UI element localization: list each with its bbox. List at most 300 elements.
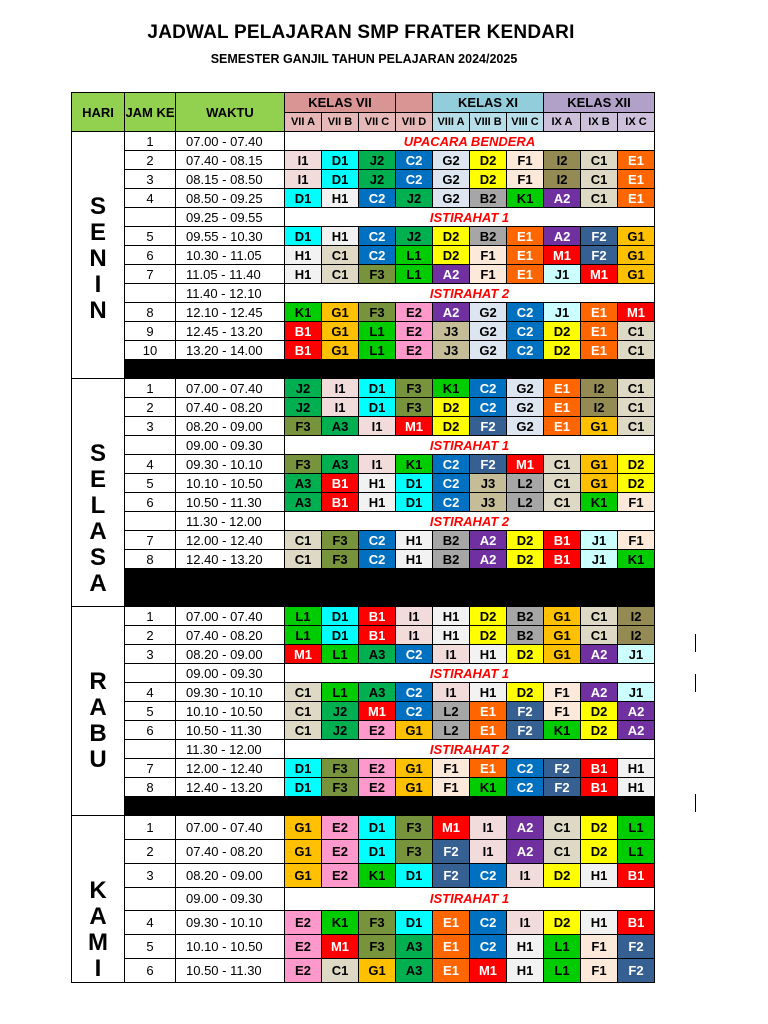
subject-cell: E1 [507,265,544,284]
subject-cell: G1 [359,959,396,983]
day-letter: A [89,570,107,597]
subject-cell: G1 [322,303,359,322]
subject-cell: C2 [507,341,544,360]
schedule-row [72,379,655,398]
day-letter: I [94,955,102,982]
subject-cell: E1 [544,379,581,398]
jam-ke-cell [125,664,176,683]
waktu-cell: 07.00 - 07.40 [176,816,285,840]
subject-cell: L1 [618,816,655,840]
subject-cell: J1 [581,531,618,550]
day-letter: M [88,929,108,956]
subject-cell: E2 [285,959,322,983]
subject-cell: H1 [359,493,396,512]
subject-cell: D2 [507,683,544,702]
subject-cell: E2 [359,778,396,797]
subject-cell: C2 [396,645,433,664]
subject-cell: F3 [322,531,359,550]
subject-cell: B2 [507,626,544,645]
subject-cell: H1 [433,626,470,645]
subject-cell: C1 [285,531,322,550]
waktu-cell: 10.30 - 11.05 [176,246,285,265]
subject-cell: C2 [359,227,396,246]
subject-cell: M1 [581,265,618,284]
day-cell-senin [72,132,125,379]
waktu-cell: 07.00 - 07.40 [176,607,285,626]
subject-cell: A2 [470,550,507,569]
subject-cell: L1 [359,341,396,360]
subject-cell: D1 [285,778,322,797]
subject-cell: J1 [581,550,618,569]
subject-cell: B1 [322,474,359,493]
subject-cell: M1 [544,246,581,265]
subject-cell: H1 [359,474,396,493]
subject-cell: D2 [433,227,470,246]
subject-cell: K1 [285,303,322,322]
day-letter: N [89,245,107,272]
jam-ke-cell: 1 [125,379,176,398]
separator-row [72,588,655,607]
subject-cell: C1 [618,398,655,417]
subject-cell: K1 [581,493,618,512]
jam-ke-cell [125,512,176,531]
schedule-row [72,398,655,417]
subject-cell: F2 [507,721,544,740]
subject-cell: D1 [359,839,396,863]
subject-cell: B1 [359,607,396,626]
subject-cell: E1 [433,911,470,935]
subject-cell: B1 [322,493,359,512]
subject-cell: C1 [581,189,618,208]
subject-cell: E2 [359,721,396,740]
subject-cell: D2 [470,626,507,645]
schedule-row [72,778,655,797]
subject-cell: L1 [396,246,433,265]
subject-cell: K1 [618,550,655,569]
day-label [72,816,124,982]
subject-cell: M1 [618,303,655,322]
waktu-cell: 07.40 - 08.20 [176,398,285,417]
schedule-row [72,645,655,664]
subject-cell: A3 [322,455,359,474]
subject-cell: E1 [470,721,507,740]
day-letter: R [89,668,107,695]
subject-cell: G1 [618,246,655,265]
jam-ke-cell: 1 [125,607,176,626]
subject-cell: L1 [618,839,655,863]
subject-cell: D1 [359,379,396,398]
schedule-row [72,246,655,265]
waktu-cell: 09.30 - 10.10 [176,911,285,935]
schedule-row [72,151,655,170]
subject-cell: J2 [285,379,322,398]
subject-cell: I1 [322,379,359,398]
subject-cell: C2 [433,493,470,512]
schedule-row [72,626,655,645]
subject-cell: H1 [285,246,322,265]
subject-cell: C2 [470,863,507,887]
waktu-cell: 07.40 - 08.20 [176,839,285,863]
waktu-cell: 08.20 - 09.00 [176,863,285,887]
subject-cell: A2 [618,721,655,740]
subject-cell: F2 [470,417,507,436]
subject-cell: E1 [544,417,581,436]
margin-mark [695,794,696,812]
subject-cell: H1 [618,759,655,778]
day-label [72,607,124,773]
subject-cell: F2 [581,227,618,246]
subject-cell: K1 [433,379,470,398]
subject-cell: F3 [396,379,433,398]
subject-cell: M1 [507,455,544,474]
subject-cell: H1 [470,683,507,702]
jam-ke-cell [125,284,176,303]
waktu-cell: 08.20 - 09.00 [176,417,285,436]
schedule-row [72,911,655,935]
subject-cell: D1 [359,816,396,840]
schedule-row [72,740,655,759]
subject-cell: M1 [433,816,470,840]
subject-cell: J2 [396,189,433,208]
subject-cell: C2 [359,246,396,265]
subject-cell: E2 [285,935,322,959]
subject-cell: F3 [285,455,322,474]
subject-cell: I1 [359,455,396,474]
subject-cell: M1 [396,417,433,436]
subject-cell: C1 [544,474,581,493]
subject-cell: F2 [581,246,618,265]
subject-cell: G1 [618,265,655,284]
subject-cell: D2 [581,839,618,863]
jam-ke-cell: 2 [125,626,176,645]
day-letter: S [89,193,106,220]
header-class-viii-a: VIII A [433,113,470,132]
header-waktu: WAKTU [176,93,285,132]
subject-cell: L1 [322,645,359,664]
waktu-cell: 08.15 - 08.50 [176,170,285,189]
schedule-row [72,417,655,436]
subject-cell: C1 [322,246,359,265]
header-class-group: KELAS VII [285,93,396,113]
subject-cell: D2 [581,702,618,721]
header-class-group: KELAS XII [544,93,655,113]
subject-cell: C2 [396,702,433,721]
subject-cell: F3 [322,778,359,797]
waktu-cell: 09.55 - 10.30 [176,227,285,246]
subject-cell: I1 [359,417,396,436]
jam-ke-cell: 5 [125,702,176,721]
schedule-row [72,816,655,840]
margin-mark [695,634,696,652]
subject-cell: E1 [618,151,655,170]
subject-cell: F3 [359,303,396,322]
subject-cell: C1 [581,607,618,626]
waktu-cell: 09.30 - 10.10 [176,683,285,702]
subject-cell: A3 [359,645,396,664]
subject-cell: I1 [285,151,322,170]
subject-cell: C1 [618,341,655,360]
subject-cell: H1 [618,778,655,797]
schedule-row [72,227,655,246]
schedule-row [72,550,655,569]
page-title: JADWAL PELAJARAN SMP FRATER KENDARI [147,22,575,43]
subject-cell: J3 [470,493,507,512]
subject-cell: M1 [359,702,396,721]
subject-cell: A2 [581,645,618,664]
subject-cell: F1 [507,170,544,189]
waktu-cell: 12.45 - 13.20 [176,322,285,341]
waktu-cell: 09.30 - 10.10 [176,455,285,474]
subject-cell: J2 [322,721,359,740]
subject-cell: I2 [544,151,581,170]
day-label [72,132,124,324]
subject-cell: D2 [544,341,581,360]
subject-cell: D2 [470,607,507,626]
waktu-cell: 10.10 - 10.50 [176,702,285,721]
subject-cell: A3 [285,493,322,512]
subject-cell: B2 [470,227,507,246]
subject-cell: D1 [322,607,359,626]
jam-ke-cell: 8 [125,303,176,322]
subject-cell: D2 [433,398,470,417]
subject-cell: B1 [544,550,581,569]
subject-cell: E2 [322,839,359,863]
jam-ke-cell: 8 [125,550,176,569]
waktu-cell: 08.20 - 09.00 [176,645,285,664]
subject-cell: L2 [507,493,544,512]
subject-cell: A2 [544,227,581,246]
jam-ke-cell: 5 [125,227,176,246]
day-cell-rabu [72,607,125,816]
subject-cell: H1 [507,935,544,959]
subject-cell: G2 [433,170,470,189]
subject-cell: I2 [581,379,618,398]
schedule-row [72,839,655,863]
subject-cell: G2 [507,417,544,436]
schedule-row [72,935,655,959]
subject-cell: F1 [581,935,618,959]
subject-cell: J2 [359,170,396,189]
subject-cell: K1 [396,455,433,474]
subject-cell: F1 [618,531,655,550]
subject-cell: C2 [470,935,507,959]
header-class-viii-c: VIII C [507,113,544,132]
header-class-viii-b: VIII B [470,113,507,132]
subject-cell: F3 [285,417,322,436]
day-letter: E [89,466,106,493]
subject-cell: D2 [507,550,544,569]
day-letter: S [89,544,106,571]
subject-cell: E1 [470,702,507,721]
waktu-cell: 09.00 - 09.30 [176,887,285,911]
subject-cell: A2 [581,683,618,702]
jam-ke-cell: 1 [125,132,176,151]
subject-cell: E1 [544,398,581,417]
subject-cell: F2 [470,455,507,474]
schedule-table [71,92,655,983]
subject-cell: E1 [507,227,544,246]
header-class-group [396,93,433,113]
subject-cell: J2 [322,702,359,721]
subject-cell: H1 [396,550,433,569]
subject-cell: C1 [322,959,359,983]
day-letter: N [89,297,107,324]
subject-cell: H1 [433,607,470,626]
event-cell: ISTIRAHAT 1 [285,664,655,683]
waktu-cell: 07.40 - 08.20 [176,626,285,645]
subject-cell: F3 [322,759,359,778]
header-jam-ke: JAM KE [125,93,176,132]
subject-cell: F1 [433,778,470,797]
subject-cell: F3 [359,911,396,935]
header-class-vii-a: VII A [285,113,322,132]
subject-cell: J2 [396,227,433,246]
jam-ke-cell: 2 [125,839,176,863]
subject-cell: H1 [322,189,359,208]
subject-cell: M1 [470,959,507,983]
jam-ke-cell: 3 [125,645,176,664]
waktu-cell: 08.50 - 09.25 [176,189,285,208]
schedule-row [72,664,655,683]
waktu-cell: 07.00 - 07.40 [176,379,285,398]
subject-cell: G2 [507,379,544,398]
subject-cell: D2 [433,246,470,265]
schedule-row [72,759,655,778]
jam-ke-cell: 3 [125,417,176,436]
subject-cell: F1 [544,702,581,721]
subject-cell: C1 [618,322,655,341]
waktu-cell: 09.25 - 09.55 [176,208,285,227]
subject-cell: A2 [507,839,544,863]
subject-cell: D1 [396,493,433,512]
subject-cell: G1 [322,341,359,360]
subject-cell: D1 [396,863,433,887]
subject-cell: L1 [322,683,359,702]
subject-cell: I1 [507,863,544,887]
day-letter: B [89,720,107,747]
subject-cell: A2 [470,531,507,550]
subject-cell: D2 [581,721,618,740]
subject-cell: G1 [581,455,618,474]
subject-cell: I1 [396,626,433,645]
schedule-row [72,189,655,208]
subject-cell: F3 [396,816,433,840]
separator-row [72,797,655,816]
waktu-cell: 10.10 - 10.50 [176,474,285,493]
subject-cell: D1 [285,227,322,246]
subject-cell: F2 [618,935,655,959]
waktu-cell: 10.50 - 11.30 [176,959,285,983]
separator-cell [125,360,655,379]
subject-cell: D1 [322,626,359,645]
subject-cell: G1 [396,721,433,740]
subject-cell: D2 [544,322,581,341]
subject-cell: J2 [285,398,322,417]
subject-cell: F1 [507,151,544,170]
subject-cell: E1 [618,189,655,208]
subject-cell: G1 [285,863,322,887]
subject-cell: I2 [544,170,581,189]
subject-cell: I2 [618,607,655,626]
jam-ke-cell: 4 [125,683,176,702]
subject-cell: B2 [433,550,470,569]
subject-cell: A2 [544,189,581,208]
event-cell: ISTIRAHAT 1 [285,436,655,455]
subject-cell: F1 [470,265,507,284]
header-hari: HARI [72,93,125,132]
subject-cell: H1 [470,645,507,664]
header-class-ix-a: IX A [544,113,581,132]
header-class-vii-d: VII D [396,113,433,132]
subject-cell: D2 [470,170,507,189]
subject-cell: L1 [359,322,396,341]
subject-cell: H1 [581,863,618,887]
schedule-row [72,702,655,721]
subject-cell: D1 [322,151,359,170]
jam-ke-cell: 7 [125,531,176,550]
subject-cell: G1 [322,322,359,341]
subject-cell: D1 [359,398,396,417]
subject-cell: D2 [507,531,544,550]
subject-cell: A2 [507,816,544,840]
subject-cell: B2 [507,607,544,626]
event-cell: ISTIRAHAT 1 [285,208,655,227]
schedule-row [72,474,655,493]
waktu-cell: 12.10 - 12.45 [176,303,285,322]
jam-ke-cell: 10 [125,341,176,360]
schedule-row [72,132,655,151]
schedule-row [72,887,655,911]
subject-cell: F3 [396,398,433,417]
subject-cell: I2 [618,626,655,645]
subject-cell: D1 [396,474,433,493]
subject-cell: E1 [581,341,618,360]
subject-cell: C2 [507,778,544,797]
schedule-row [72,322,655,341]
subject-cell: J1 [544,265,581,284]
subject-cell: A3 [359,683,396,702]
schedule-row [72,284,655,303]
subject-cell: G2 [433,151,470,170]
schedule-row [72,512,655,531]
subject-cell: D2 [507,645,544,664]
subject-cell: C2 [396,151,433,170]
subject-cell: M1 [322,935,359,959]
subject-cell: I1 [433,683,470,702]
subject-cell: B1 [618,911,655,935]
subject-cell: C1 [544,455,581,474]
subject-cell: E2 [359,759,396,778]
subject-cell: F1 [581,959,618,983]
subject-cell: C2 [433,455,470,474]
schedule-row [72,959,655,983]
header-class-group: KELAS XI [433,93,544,113]
subject-cell: A3 [285,474,322,493]
subject-cell: F2 [544,759,581,778]
subject-cell: C2 [396,683,433,702]
day-label [72,379,124,597]
subject-cell: K1 [322,911,359,935]
subject-cell: C2 [507,303,544,322]
subject-cell: C1 [581,170,618,189]
subject-cell: L1 [285,607,322,626]
separator-cell [125,797,655,816]
subject-cell: C2 [359,189,396,208]
day-letter: K [89,877,107,904]
day-letter: A [89,518,107,545]
jam-ke-cell: 3 [125,170,176,189]
jam-ke-cell: 6 [125,246,176,265]
